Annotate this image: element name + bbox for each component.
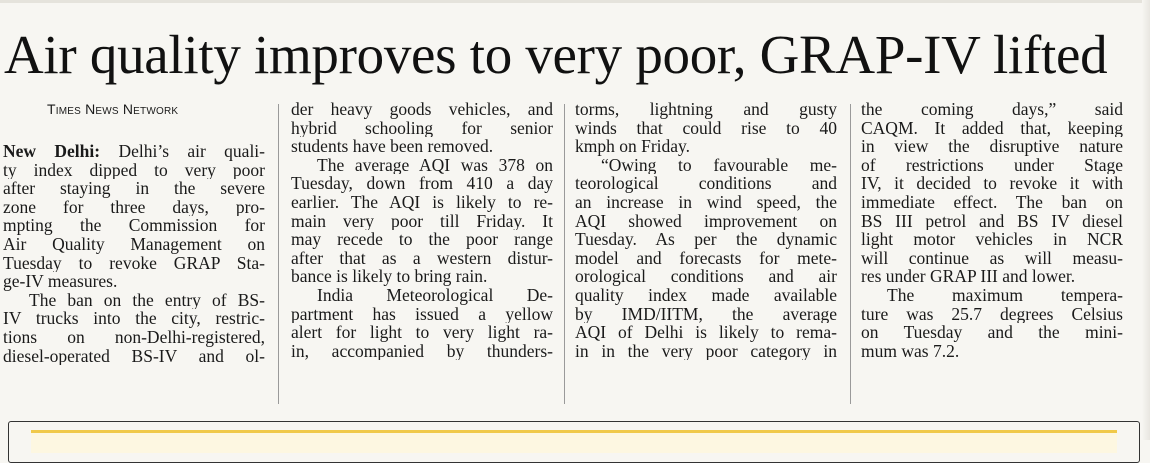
text-line: India Meteorological De-: [317, 285, 553, 305]
text-line: ture was 25.7 degrees Celsius: [861, 304, 1123, 324]
text-line: on Tuesday and the mini-: [861, 323, 1123, 342]
text-line: hybrid schooling for senior: [291, 118, 553, 138]
article-headline: Air quality improves to very poor, GRAP-IV lifted: [4, 24, 1108, 85]
text-line: winds that could rise to 40: [575, 118, 837, 138]
text-line: light motor vehicles in NCR: [861, 230, 1123, 249]
text-line: model and forecasts for mete-: [575, 248, 837, 268]
text-line: CAQM. It added that, keeping: [861, 118, 1123, 138]
text-line: by IMD/IITM, the average: [575, 304, 837, 324]
text-line: in in the very poor category in: [575, 341, 837, 361]
text-line: an increase in wind speed, the: [575, 192, 837, 212]
text-line: after staying in the severe: [3, 179, 265, 198]
adjacent-article-box: [8, 421, 1140, 463]
byline-text: Times News Network: [47, 101, 179, 117]
text-line: torms, lightning and gusty: [575, 100, 837, 119]
text-line: in view the disruptive nature: [861, 137, 1123, 156]
text-line: the coming days,” said: [861, 100, 1123, 119]
column-divider: [278, 104, 279, 404]
text-line: The average AQI was 378 on: [317, 155, 553, 175]
text-line: Air Quality Management on: [3, 234, 265, 254]
adjacent-article-header-band: [31, 430, 1117, 453]
column-divider: [850, 104, 851, 404]
text-line: ty index dipped to very poor: [3, 160, 265, 180]
clipping-top-edge: [0, 0, 1150, 3]
article-byline: [3, 100, 265, 118]
text-line: after that as a western distur-: [291, 248, 553, 268]
text-line: students have been removed.: [291, 137, 494, 156]
text-line: will continue as will measu-: [861, 248, 1123, 268]
text-line: alert for light to very light ra-: [291, 323, 553, 342]
text-line: res under GRAP III and lower.: [861, 267, 1076, 286]
article-column-3: [575, 100, 837, 360]
text-line: diesel-operated BS-IV and ol-: [3, 346, 265, 366]
text-line: AQI of Delhi is likely to rema-: [575, 323, 837, 342]
dateline: New Delhi:: [3, 142, 101, 161]
text-line: orological conditions and air: [575, 267, 837, 286]
text-line: of restrictions under Stage: [861, 155, 1123, 175]
text-line: tions on non-Delhi-registered,: [3, 327, 265, 347]
text-line: may recede to the poor range: [291, 230, 553, 249]
text-line: zone for three days, pro-: [3, 197, 265, 217]
text-line: The maximum tempera-: [887, 285, 1123, 305]
text-line: AQI showed improvement on: [575, 211, 837, 231]
text-line: The ban on the entry of BS-: [29, 290, 265, 310]
text-line: IV, it decided to revoke it with: [861, 174, 1123, 193]
text-line: mum was 7.2.: [861, 341, 960, 361]
text-line: mpting the Commission for: [3, 216, 265, 235]
text-line: main very poor till Friday. It: [291, 211, 553, 231]
text-line: bance is likely to bring rain.: [291, 267, 488, 286]
article-column-4: [861, 100, 1123, 360]
text-line: partment has issued a yellow: [291, 304, 553, 324]
article-body: [3, 100, 1123, 420]
text-line: kmph on Friday.: [575, 137, 691, 156]
text-line: Tuesday, down from 410 a day: [291, 174, 553, 193]
text-line: BS III petrol and BS IV diesel: [861, 211, 1123, 231]
text-line: in, accompanied by thunders-: [291, 341, 553, 361]
text-line: “Owing to favourable me-: [601, 155, 837, 175]
text-line: earlier. The AQI is likely to re-: [291, 192, 553, 212]
text-line: New Delhi: Delhi’s air quali-: [3, 142, 265, 161]
text-line: Tuesday to revoke GRAP Sta-: [3, 253, 265, 273]
article-column-2: [291, 100, 553, 360]
text-line: immediate effect. The ban on: [861, 192, 1123, 212]
text-line: quality index made available: [575, 285, 837, 305]
page-edge-shadow: [1142, 0, 1150, 440]
article-column-1: [3, 100, 265, 365]
text-line: Tuesday. As per the dynamic: [575, 230, 837, 249]
text-line: IV trucks into the city, restric-: [3, 309, 265, 328]
text-line: ge-IV measures.: [3, 272, 118, 291]
column-divider: [564, 104, 565, 404]
text-line: teorological conditions and: [575, 174, 837, 193]
text-line: der heavy goods vehicles, and: [291, 100, 553, 119]
